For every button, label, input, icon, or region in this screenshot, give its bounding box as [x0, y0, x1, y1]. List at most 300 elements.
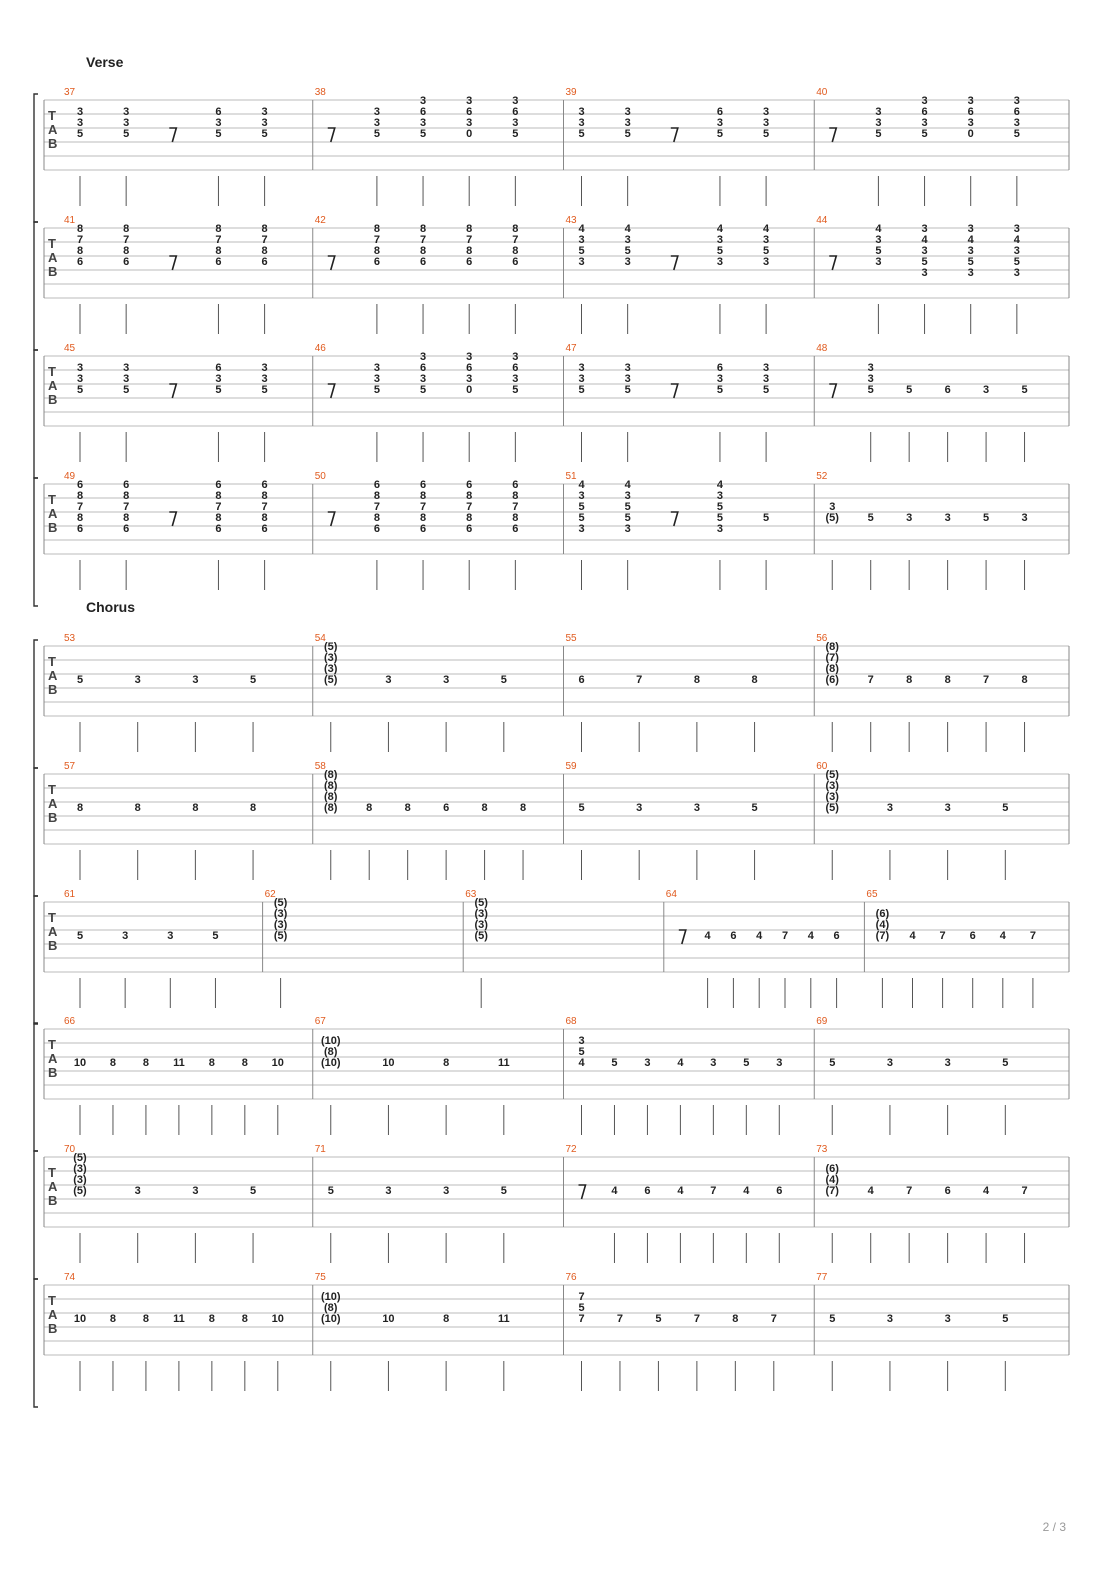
fret-number: 11 — [497, 1057, 510, 1069]
system-bracket — [34, 94, 38, 222]
fret-number: 8 — [261, 245, 268, 257]
fret-number: (8) — [825, 663, 839, 675]
fret-number: 5 — [261, 128, 268, 140]
fret-number: 5 — [983, 512, 990, 524]
fret-number: 3 — [763, 256, 770, 268]
fret-number: 10 — [73, 1313, 87, 1325]
fret-number: 5 — [419, 384, 427, 396]
fret-number: 5 — [123, 128, 130, 140]
eighth-rest — [671, 128, 678, 142]
fret-number: 4 — [763, 223, 770, 235]
fret-number: 3 — [716, 234, 724, 246]
fret-number: 5 — [76, 930, 84, 942]
fret-number: 3 — [466, 351, 473, 363]
fret-number: 3 — [763, 117, 770, 129]
fret-number: 6 — [373, 479, 380, 491]
fret-number: 8 — [373, 512, 380, 524]
eighth-rest — [829, 256, 836, 270]
fret-number: (8) — [825, 641, 839, 653]
fret-number: 3 — [215, 117, 222, 129]
fret-number: 3 — [578, 490, 585, 502]
fret-number: 3 — [76, 106, 84, 118]
fret-number: 3 — [967, 95, 974, 107]
measure-number: 57 — [64, 761, 76, 772]
fret-number: 8 — [134, 802, 141, 814]
fret-number: 8 — [512, 245, 519, 257]
fret-number: 3 — [983, 384, 990, 396]
fret-number: 3 — [578, 117, 585, 129]
fret-number: 8 — [109, 1057, 117, 1069]
fret-number: 7 — [1029, 930, 1036, 942]
fret-number: 8 — [466, 223, 473, 235]
fret-number: 5 — [624, 512, 631, 524]
fret-number: 5 — [215, 128, 222, 140]
fret-number: 3 — [710, 1057, 717, 1069]
tab-clef-letter: T — [48, 1165, 56, 1180]
fret-number: 8 — [215, 490, 222, 502]
fret-number: 3 — [578, 373, 585, 385]
fret-number: 6 — [512, 362, 519, 374]
tab-clef-letter: T — [48, 654, 56, 669]
fret-number: 3 — [1013, 223, 1020, 235]
fret-number: 8 — [443, 1313, 450, 1325]
fret-number: 3 — [886, 1057, 893, 1069]
fret-number: 7 — [710, 1185, 717, 1197]
eighth-rest — [829, 128, 836, 142]
fret-number: 10 — [382, 1057, 395, 1069]
eighth-rest — [169, 256, 176, 270]
fret-number: 3 — [419, 95, 427, 107]
fret-number: 5 — [373, 128, 380, 140]
fret-number: 3 — [763, 362, 770, 374]
tab-clef-letter: A — [48, 1307, 58, 1322]
fret-number: 10 — [382, 1313, 395, 1325]
tab-clef-letter: A — [48, 796, 58, 811]
fret-number: (5) — [324, 641, 338, 653]
tab-clef-letter: A — [48, 668, 58, 683]
fret-number: 8 — [481, 802, 488, 814]
fret-number: 5 — [1013, 128, 1020, 140]
fret-number: 5 — [578, 384, 585, 396]
fret-number: 5 — [1002, 1057, 1009, 1069]
fret-number: 7 — [466, 501, 473, 513]
system-bracket — [34, 1151, 38, 1279]
measure-number: 72 — [565, 1144, 577, 1155]
fret-number: 5 — [123, 384, 130, 396]
fret-number: (8) — [324, 791, 338, 803]
fret-number: 3 — [967, 267, 974, 279]
measure-number: 77 — [816, 1272, 828, 1283]
fret-number: 11 — [497, 1313, 510, 1325]
measure-number: 46 — [314, 343, 326, 354]
measure-number: 62 — [264, 889, 276, 900]
fret-number: (5) — [474, 930, 488, 942]
fret-number: 8 — [76, 512, 84, 524]
eighth-rest — [328, 384, 335, 398]
fret-number: 4 — [677, 1185, 684, 1197]
eighth-rest — [328, 128, 335, 142]
fret-number: 3 — [512, 95, 519, 107]
measure-number: 48 — [816, 343, 828, 354]
fret-number: 8 — [1021, 674, 1028, 686]
fret-number: 3 — [716, 523, 724, 535]
fret-number: (10) — [320, 1035, 341, 1047]
fret-number: 3 — [76, 117, 84, 129]
fret-number: 3 — [373, 362, 380, 374]
eighth-rest — [579, 1185, 586, 1199]
fret-number: 8 — [693, 674, 700, 686]
fret-number: 8 — [250, 802, 257, 814]
measure-number: 60 — [816, 761, 828, 772]
fret-number: 4 — [578, 1057, 585, 1069]
fret-number: (3) — [474, 908, 488, 920]
fret-number: 5 — [250, 674, 257, 686]
fret-number: 8 — [76, 490, 84, 502]
fret-number: 3 — [636, 802, 643, 814]
measure-number: 66 — [64, 1016, 76, 1027]
fret-number: 3 — [1013, 245, 1020, 257]
measure-number: 61 — [64, 889, 76, 900]
fret-number: 8 — [123, 223, 130, 235]
fret-number: 5 — [763, 245, 770, 257]
fret-number: 6 — [419, 362, 427, 374]
measure-number: 44 — [816, 215, 828, 226]
fret-number: (8) — [324, 769, 338, 781]
fret-number: 3 — [1013, 267, 1020, 279]
tab-clef-letter: B — [48, 520, 58, 535]
fret-number: 6 — [215, 362, 222, 374]
fret-number: 8 — [419, 245, 427, 257]
fret-number: 8 — [261, 223, 268, 235]
fret-number: 3 — [578, 1035, 585, 1047]
fret-number: 5 — [967, 256, 974, 268]
fret-number: 4 — [716, 223, 724, 235]
fret-number: (6) — [825, 674, 839, 686]
fret-number: 3 — [1013, 95, 1020, 107]
measure-number: 67 — [314, 1016, 326, 1027]
fret-number: 6 — [215, 523, 222, 535]
system-bracket — [34, 478, 38, 606]
measure-number: 56 — [816, 633, 828, 644]
fret-number: 3 — [578, 523, 585, 535]
fret-number: 5 — [655, 1313, 662, 1325]
fret-number: 5 — [512, 384, 519, 396]
eighth-rest — [671, 256, 678, 270]
measure-number: 49 — [64, 471, 76, 482]
measure-number: 73 — [816, 1144, 828, 1155]
tab-clef-letter: T — [48, 492, 56, 507]
tab-clef-letter: B — [48, 264, 58, 279]
system-bracket — [34, 350, 38, 478]
fret-number: 5 — [578, 512, 585, 524]
fret-number: 3 — [578, 256, 585, 268]
fret-number: 5 — [921, 256, 928, 268]
fret-number: 3 — [123, 373, 130, 385]
fret-number: 7 — [983, 674, 990, 686]
fret-number: 3 — [466, 117, 473, 129]
fret-number: 3 — [624, 234, 631, 246]
tab-clef-letter: T — [48, 1293, 56, 1308]
fret-number: 3 — [624, 256, 631, 268]
fret-number: (5) — [825, 802, 839, 814]
fret-number: 3 — [624, 490, 631, 502]
fret-number: 8 — [123, 512, 130, 524]
fret-number: (5) — [273, 930, 288, 942]
fret-number: 6 — [833, 930, 840, 942]
tab-clef-letter: T — [48, 910, 56, 925]
section-label-chorus: Chorus — [86, 599, 135, 615]
fret-number: 7 — [1021, 1185, 1028, 1197]
measure-number: 51 — [565, 471, 577, 482]
fret-number: 5 — [1002, 802, 1009, 814]
measure-number: 68 — [565, 1016, 577, 1027]
fret-number: 5 — [578, 1302, 585, 1314]
tab-clef-letter: B — [48, 682, 58, 697]
fret-number: 6 — [76, 523, 84, 535]
fret-number: 6 — [730, 930, 737, 942]
fret-number: (5) — [273, 897, 288, 909]
fret-number: (3) — [825, 791, 839, 803]
fret-number: 3 — [123, 117, 130, 129]
fret-number: 3 — [167, 930, 174, 942]
measure-number: 54 — [314, 633, 326, 644]
fret-number: 6 — [512, 523, 519, 535]
fret-number: 4 — [967, 234, 974, 246]
fret-number: 5 — [624, 501, 631, 513]
fret-number: 8 — [404, 802, 411, 814]
fret-number: 3 — [466, 95, 473, 107]
fret-number: 3 — [578, 106, 585, 118]
fret-number: 5 — [500, 674, 507, 686]
fret-number: 4 — [578, 223, 585, 235]
fret-number: 4 — [624, 223, 631, 235]
fret-number: 3 — [443, 1185, 450, 1197]
fret-number: (10) — [320, 1313, 341, 1325]
fret-number: 4 — [624, 479, 631, 491]
fret-number: 0 — [466, 384, 473, 396]
measure-number: 76 — [565, 1272, 577, 1283]
eighth-rest — [169, 128, 176, 142]
measure-number: 38 — [314, 87, 326, 98]
fret-number: 6 — [76, 256, 84, 268]
fret-number: 10 — [73, 1057, 87, 1069]
fret-number: 5 — [763, 384, 770, 396]
fret-number: 3 — [1021, 512, 1028, 524]
fret-number: 8 — [76, 802, 84, 814]
fret-number: 7 — [512, 501, 519, 513]
fret-number: 4 — [921, 234, 928, 246]
fret-number: 7 — [693, 1313, 700, 1325]
measure-number: 42 — [314, 215, 326, 226]
fret-number: (8) — [324, 802, 338, 814]
fret-number: 3 — [944, 512, 951, 524]
fret-number: 7 — [76, 234, 84, 246]
eighth-rest — [169, 384, 176, 398]
measure-number: 52 — [816, 471, 828, 482]
eighth-rest — [671, 512, 678, 526]
fret-number: (7) — [825, 652, 839, 664]
fret-number: 8 — [751, 674, 758, 686]
fret-number: 8 — [241, 1057, 248, 1069]
fret-number: 3 — [76, 373, 84, 385]
measure-number: 69 — [816, 1016, 828, 1027]
fret-number: 8 — [512, 223, 519, 235]
fret-number: 5 — [867, 512, 874, 524]
fret-number: 5 — [921, 128, 928, 140]
fret-number: (5) — [825, 769, 839, 781]
fret-number: 3 — [419, 117, 427, 129]
fret-number: 6 — [466, 362, 473, 374]
tab-clef-letter: B — [48, 1065, 58, 1080]
fret-number: (6) — [875, 908, 890, 920]
fret-number: (5) — [324, 674, 338, 686]
fret-number: 5 — [578, 1046, 585, 1058]
fret-number: 8 — [208, 1313, 215, 1325]
fret-number: 5 — [867, 384, 874, 396]
fret-number: 3 — [886, 802, 893, 814]
fret-number: 3 — [385, 1185, 392, 1197]
fret-number: 3 — [944, 1057, 951, 1069]
fret-number: 8 — [512, 512, 519, 524]
tab-clef-letter: A — [48, 122, 58, 137]
fret-number: 5 — [327, 1185, 334, 1197]
eighth-rest — [679, 930, 686, 944]
fret-number: (4) — [875, 919, 890, 931]
fret-number: (10) — [320, 1291, 341, 1303]
fret-number: 5 — [578, 802, 585, 814]
fret-number: 6 — [512, 106, 519, 118]
fret-number: 5 — [829, 1313, 836, 1325]
fret-number: 5 — [763, 512, 770, 524]
tab-clef-letter: T — [48, 236, 56, 251]
fret-number: 7 — [419, 501, 427, 513]
fret-number: 5 — [212, 930, 219, 942]
fret-number: 3 — [875, 234, 882, 246]
fret-number: 5 — [578, 128, 585, 140]
fret-number: 7 — [261, 234, 268, 246]
fret-number: 4 — [716, 479, 724, 491]
fret-number: 8 — [466, 245, 473, 257]
fret-number: 6 — [419, 256, 427, 268]
measure-number: 75 — [314, 1272, 326, 1283]
fret-number: 5 — [261, 384, 268, 396]
fret-number: 3 — [906, 512, 913, 524]
tab-clef-letter: A — [48, 378, 58, 393]
fret-number: 8 — [944, 674, 951, 686]
fret-number: 8 — [261, 490, 268, 502]
fret-number: 3 — [763, 106, 770, 118]
fret-number: 7 — [616, 1313, 624, 1325]
fret-number: 3 — [624, 106, 631, 118]
fret-number: 5 — [500, 1185, 507, 1197]
fret-number: 8 — [419, 512, 427, 524]
fret-number: 3 — [385, 674, 392, 686]
fret-number: 3 — [944, 802, 951, 814]
fret-number: 4 — [983, 1185, 990, 1197]
tab-clef-letter: T — [48, 1037, 56, 1052]
fret-number: 6 — [123, 479, 130, 491]
fret-number: 8 — [241, 1313, 248, 1325]
fret-number: 3 — [122, 930, 129, 942]
measure-number: 64 — [665, 889, 677, 900]
fret-number: 8 — [373, 223, 380, 235]
fret-number: 8 — [123, 490, 130, 502]
tab-clef-letter: A — [48, 250, 58, 265]
fret-number: (7) — [825, 1185, 839, 1197]
fret-number: 6 — [261, 256, 268, 268]
fret-number: 7 — [781, 930, 789, 942]
fret-number: 5 — [716, 501, 724, 513]
fret-number: 6 — [373, 256, 380, 268]
fret-number: 3 — [443, 674, 450, 686]
tab-clef-letter: A — [48, 506, 58, 521]
fret-number: 5 — [76, 384, 84, 396]
fret-number: 5 — [624, 384, 631, 396]
fret-number: 3 — [512, 117, 519, 129]
fret-number: 5 — [829, 1057, 836, 1069]
fret-number: (5) — [73, 1185, 87, 1197]
tab-clef-letter: T — [48, 364, 56, 379]
fret-number: 3 — [261, 362, 268, 374]
fret-number: 5 — [373, 384, 380, 396]
fret-number: 3 — [373, 117, 380, 129]
fret-number: (3) — [73, 1174, 87, 1186]
tab-clef-letter: B — [48, 1321, 58, 1336]
fret-number: 3 — [261, 106, 268, 118]
fret-number: 6 — [419, 106, 427, 118]
system-bracket — [34, 896, 38, 1024]
fret-number: 3 — [512, 373, 519, 385]
measure-number: 70 — [64, 1144, 76, 1155]
fret-number: 3 — [373, 106, 380, 118]
fret-number: 3 — [944, 1313, 951, 1325]
fret-number: 8 — [906, 674, 913, 686]
fret-number: 8 — [215, 245, 222, 257]
fret-number: 5 — [1002, 1313, 1009, 1325]
fret-number: 4 — [909, 930, 916, 942]
fret-number: 7 — [939, 930, 946, 942]
fret-number: 3 — [419, 351, 427, 363]
fret-number: 5 — [716, 384, 724, 396]
fret-number: (6) — [825, 1163, 839, 1175]
fret-number: 3 — [886, 1313, 893, 1325]
tab-clef-letter: B — [48, 1193, 58, 1208]
fret-number: 3 — [578, 234, 585, 246]
fret-number: 8 — [512, 490, 519, 502]
fret-number: 3 — [829, 501, 836, 513]
fret-number: 3 — [624, 117, 631, 129]
fret-number: 5 — [743, 1057, 750, 1069]
fret-number: 7 — [215, 501, 222, 513]
fret-number: 4 — [999, 930, 1006, 942]
tab-clef-letter: A — [48, 924, 58, 939]
fret-number: 6 — [443, 802, 450, 814]
measure-number: 65 — [866, 889, 878, 900]
tab-clef-letter: B — [48, 392, 58, 407]
measure-number: 41 — [64, 215, 76, 226]
fret-number: 8 — [419, 223, 427, 235]
fret-number: (5) — [474, 897, 488, 909]
fret-number: 3 — [967, 245, 974, 257]
fret-number: (8) — [324, 780, 338, 792]
fret-number: 10 — [271, 1057, 284, 1069]
fret-number: 5 — [512, 128, 519, 140]
measure-number: 58 — [314, 761, 326, 772]
measure-number: 47 — [565, 343, 577, 354]
fret-number: 5 — [611, 1057, 618, 1069]
tab-clef-letter: A — [48, 1051, 58, 1066]
fret-number: (8) — [324, 1046, 338, 1058]
